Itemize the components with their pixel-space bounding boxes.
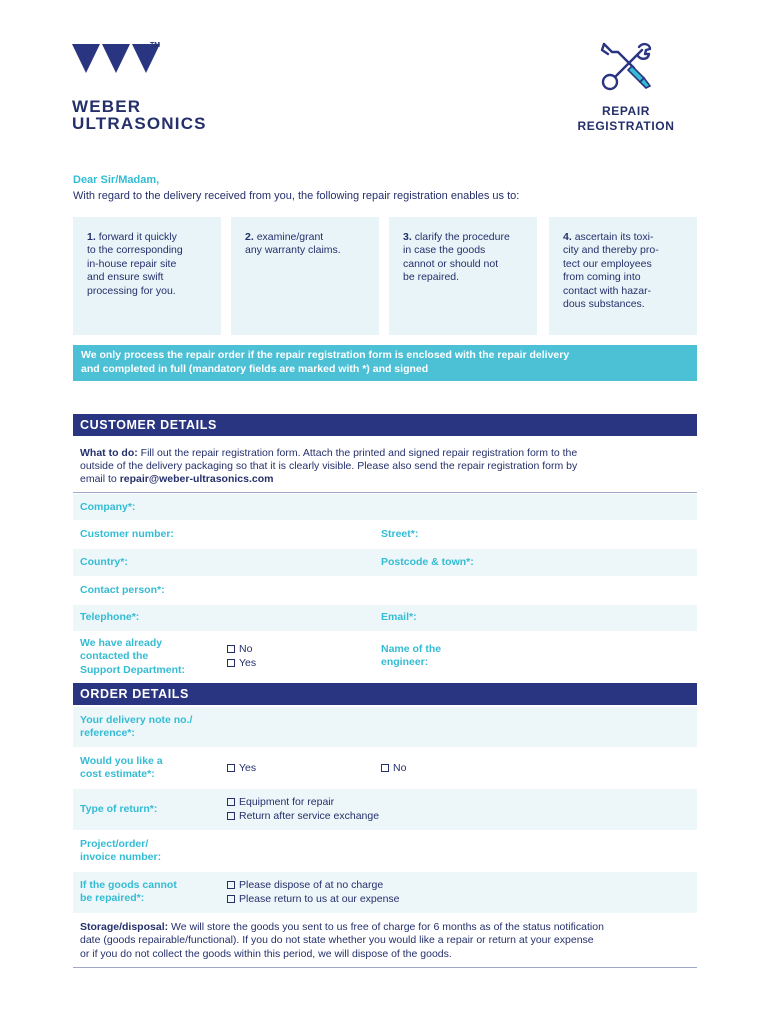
type-of-return-label: Type of return*: bbox=[80, 803, 158, 815]
street-field[interactable]: Street*: bbox=[381, 528, 419, 540]
contact-person-field[interactable]: Contact person*: bbox=[80, 584, 165, 596]
trademark: TM bbox=[150, 42, 161, 49]
benefit-box-1: 1. forward it quickly to the corresponding in-house repair site and ensure swift processing for you. bbox=[73, 217, 221, 335]
support-contact-row bbox=[73, 632, 697, 682]
delivery-note-field[interactable]: Your delivery note no./ reference*: bbox=[73, 707, 697, 747]
engineer-name-field[interactable]: Name of the engineer: bbox=[381, 643, 442, 669]
benefit-box-3: 3. clarify the procedure in case the goods cannot or should not be repaired. bbox=[389, 217, 537, 335]
checkbox-icon bbox=[227, 881, 235, 889]
email-field[interactable]: Email*: bbox=[381, 611, 417, 623]
support-contacted-label: We have already contacted the Support Department: bbox=[80, 637, 185, 676]
checkbox-icon bbox=[381, 764, 389, 772]
checkbox-icon bbox=[227, 764, 235, 772]
cannot-repair-row bbox=[73, 872, 697, 913]
country-postcode-row bbox=[73, 549, 697, 576]
page-title: REPAIR REGISTRATION bbox=[577, 104, 675, 133]
notice-banner: We only process the repair order if the repair registration form is enclosed with the repair delivery and completed in full (mandatory fields are marked with *) and signed bbox=[73, 345, 697, 381]
brand-name: WEBER ULTRASONICS bbox=[72, 97, 207, 133]
estimate-yes-checkbox[interactable]: Yes bbox=[227, 762, 256, 775]
cost-estimate-label: Would you like a cost estimate*: bbox=[80, 755, 163, 781]
order-details-heading: ORDER DETAILS bbox=[73, 683, 697, 705]
checkbox-icon bbox=[227, 645, 235, 653]
telephone-field[interactable]: Telephone*: bbox=[80, 611, 140, 623]
type-of-return-row bbox=[73, 789, 697, 830]
divider bbox=[73, 967, 697, 968]
customer-details-heading: CUSTOMER DETAILS bbox=[73, 414, 697, 436]
customer-number-field[interactable]: Customer number: bbox=[80, 528, 174, 540]
intro-text: With regard to the delivery received from you, the following repair registration enables us to: bbox=[73, 190, 520, 202]
repair-email-link[interactable]: repair@weber-ultrasonics.com bbox=[119, 473, 274, 486]
wrench-screwdriver-icon bbox=[598, 40, 654, 92]
project-number-field[interactable]: Project/order/ invoice number: bbox=[80, 838, 162, 864]
company-field[interactable]: Company*: bbox=[73, 494, 697, 520]
country-field[interactable]: Country*: bbox=[80, 556, 128, 568]
support-yes-checkbox[interactable]: Yes bbox=[227, 657, 256, 670]
divider bbox=[73, 492, 697, 493]
return-repair-checkbox[interactable]: Equipment for repair bbox=[227, 796, 334, 809]
checkbox-icon bbox=[227, 895, 235, 903]
benefit-box-2: 2. examine/grant any warranty claims. bbox=[231, 217, 379, 335]
return-exchange-checkbox[interactable]: Return after service exchange bbox=[227, 810, 379, 823]
what-to-do-instructions: What to do: Fill out the repair registration form. Attach the printed and signed repair registration form to the outside of the delivery packaging so that it is clearly visible. Please also send the repair registration form by email to repair@weber-ultrasonics.com bbox=[80, 447, 578, 486]
telephone-email-row bbox=[73, 605, 697, 631]
checkbox-icon bbox=[227, 812, 235, 820]
checkbox-icon bbox=[227, 798, 235, 806]
benefit-box-4: 4. ascertain its toxi- city and thereby pro- tect our employees from coming into contact with hazar- dous substances. bbox=[549, 217, 697, 335]
postcode-town-field[interactable]: Postcode & town*: bbox=[381, 556, 474, 568]
support-no-checkbox[interactable]: No bbox=[227, 643, 252, 656]
greeting: Dear Sir/Madam, bbox=[73, 174, 160, 186]
dispose-checkbox[interactable]: Please dispose of at no charge bbox=[227, 879, 383, 892]
checkbox-icon bbox=[227, 659, 235, 667]
cost-estimate-row bbox=[73, 748, 697, 788]
storage-disposal-note: Storage/disposal: We will store the goods you sent to us free of charge for 6 months as of the status notification date (goods repairable/functional). If you do not state whether you would like a repair or return at your expense or if you do not collect the goods within this period, we will dispose of the goods. bbox=[80, 921, 604, 960]
customer-number-street-row bbox=[73, 521, 697, 548]
return-to-us-checkbox[interactable]: Please return to us at our expense bbox=[227, 893, 400, 906]
estimate-no-checkbox[interactable]: No bbox=[381, 762, 406, 775]
cannot-repair-label: If the goods cannot be repaired*: bbox=[80, 879, 177, 905]
